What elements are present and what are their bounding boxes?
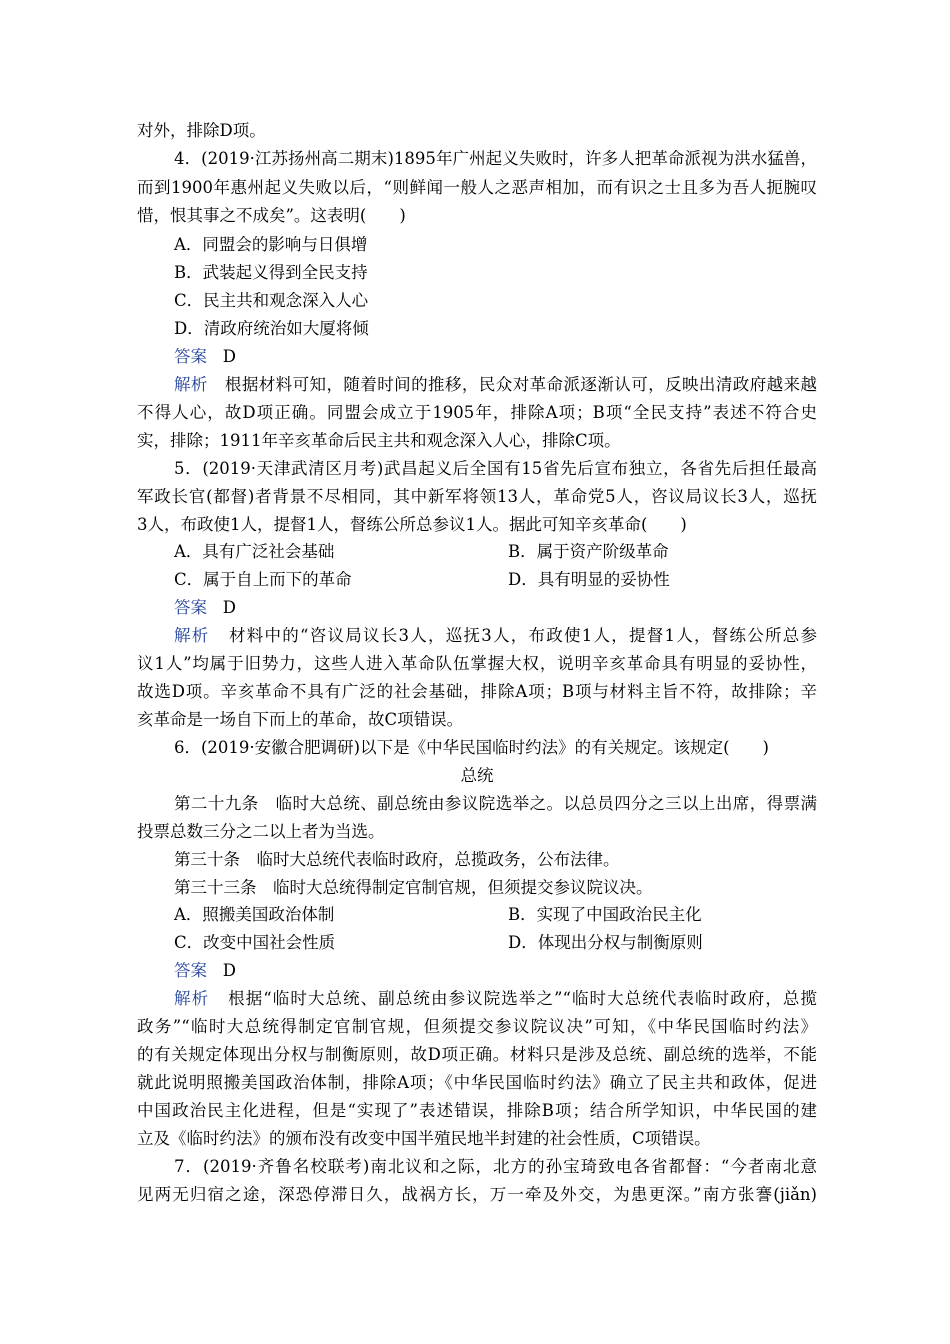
- q6-analysis-line-3: 的有关规定体现出分权与制衡原则，故D项正确。材料只是涉及总统、副总统的选举，不能: [137, 1045, 817, 1064]
- q4-analysis-line-2: 不得人心，故D项正确。同盟会成立于1905年，排除A项；B项“全民支持”表述不符合史: [137, 403, 817, 422]
- answer-label: 答案: [174, 598, 207, 617]
- q4-stem-line-1: 4．(2019·江苏扬州高二期末)1895年广州起义失败时，许多人把革命派视为洪水猛兽，: [174, 149, 817, 168]
- answer-label: 答案: [174, 961, 207, 980]
- q6-analysis-line-5: 中国政治民主化进程，但是“实现了”表述错误，排除B项；结合所学知识，中华民国的建: [137, 1101, 817, 1120]
- q6-analysis-line-4: 就此说明照搬美国政治体制，排除A项；《中华民国临时约法》确立了民主共和政体，促进: [137, 1073, 817, 1092]
- q5-analysis-line-4: 亥革命是一场自下而上的革命，故C项错误。: [137, 710, 464, 729]
- q5-stem-line-3: 3人，布政使1人，提督1人，督练公所总参议1人。据此可知辛亥革命( ): [137, 515, 687, 534]
- q5-answer: [174, 597, 236, 619]
- q6-analysis-line-6: 立及《临时约法》的颁布没有改变中国半殖民地半封建的社会性质，C项错误。: [137, 1129, 711, 1148]
- q4-option-d: D．清政府统治如大厦将倾: [174, 319, 369, 338]
- q6-option-c: C．改变中国社会性质: [174, 933, 336, 952]
- q6-material-line-4: 第三十三条 临时大总统得制定官制官规，但须提交参议院议决。: [174, 878, 653, 897]
- q6-analysis-line-2: 政务”“临时大总统得制定官制官规，但须提交参议院议决”可知，《中华民国临时约法》: [137, 1017, 817, 1036]
- q4-option-c: C．民主共和观念深入人心: [174, 291, 369, 310]
- q6-option-d: D．体现出分权与制衡原则: [508, 933, 703, 952]
- q6-material-line-2: 投票总数三分之二以上者为当选。: [137, 822, 385, 841]
- q6-material-title: 总统: [460, 766, 494, 785]
- q4-analysis-line-3: 实，排除；1911年辛亥革命后民主共和观念深入人心，排除C项。: [137, 431, 621, 450]
- q5-option-a: A．具有广泛社会基础: [174, 542, 335, 561]
- q6-material-line-3: 第三十条 临时大总统代表临时政府，总揽政务，公布法律。: [174, 850, 620, 869]
- q5-analysis-line-2: 议1人”均属于旧势力，这些人进入革命队伍掌握大权，说明辛亥革命具有明显的妥协性，: [137, 654, 817, 673]
- q4-stem-line-3: 惜，恨其事之不成矣”。这表明( ): [137, 206, 406, 225]
- q6-option-a: A．照搬美国政治体制: [174, 905, 335, 924]
- previous-analysis-tail: 对外，排除D项。: [137, 121, 266, 140]
- q6-answer: [174, 960, 236, 982]
- q5-analysis-line-1: 解析 材料中的“咨议局议长3人，巡抚3人，布政使1人，提督1人，督练公所总参: [174, 626, 817, 645]
- q5-option-d: D．具有明显的妥协性: [508, 570, 670, 589]
- q5-stem-line-2: 军政长官(都督)者背景不尽相同，其中新军将领13人，革命党5人，咨议局议长3人，巡抚: [137, 487, 817, 506]
- analysis-label: 解析: [174, 375, 208, 394]
- analysis-label: 解析: [174, 626, 210, 645]
- q7-stem-line-1: 7．(2019·齐鲁名校联考)南北议和之际，北方的孙宝琦致电各省都督：“今者南北意: [174, 1157, 817, 1176]
- q5-option-b: B．属于资产阶级革命: [508, 542, 669, 561]
- q4-answer: [174, 346, 236, 368]
- answer-label: 答案: [174, 347, 207, 366]
- q4-option-a: A．同盟会的影响与日俱增: [174, 235, 368, 254]
- q5-option-c: C．属于自上而下的革命: [174, 570, 352, 589]
- q7-stem-line-2: 见两无归宿之途，深恐停滞日久，战祸方长，万一牵及外交，为患更深。”南方张謇(jiǎn): [137, 1185, 817, 1204]
- answer-value: D: [222, 347, 236, 366]
- q6-material-line-1: 第二十九条 临时大总统、副总统由参议院选举之。以总员四分之三以上出席，得票满: [174, 794, 817, 813]
- q6-analysis-line-1: 解析 根据“临时大总统、副总统由参议院选举之”“临时大总统代表临时政府，总揽: [174, 989, 817, 1008]
- analysis-label: 解析: [174, 989, 210, 1008]
- q6-option-b: B．实现了中国政治民主化: [508, 905, 702, 924]
- answer-value: D: [222, 598, 236, 617]
- q4-option-b: B．武装起义得到全民支持: [174, 263, 368, 282]
- answer-value: D: [222, 961, 236, 980]
- q4-stem-line-2: 而到1900年惠州起义失败以后，“则鲜闻一般人之恶声相加，而有识之士且多为吾人扼腕叹: [137, 178, 817, 197]
- q5-analysis-line-3: 故选D项。辛亥革命不具有广泛的社会基础，排除A项；B项与材料主旨不符，故排除；辛: [137, 682, 817, 701]
- q5-stem-line-1: 5．(2019·天津武清区月考)武昌起义后全国有15省先后宣布独立，各省先后担任最高: [174, 459, 817, 478]
- q6-stem-line-1: 6．(2019·安徽合肥调研)以下是《中华民国临时约法》的有关规定。该规定( ): [174, 738, 769, 757]
- q4-analysis-line-1: 解析 根据材料可知，随着时间的推移，民众对革命派逐渐认可，反映出清政府越来越: [174, 375, 817, 394]
